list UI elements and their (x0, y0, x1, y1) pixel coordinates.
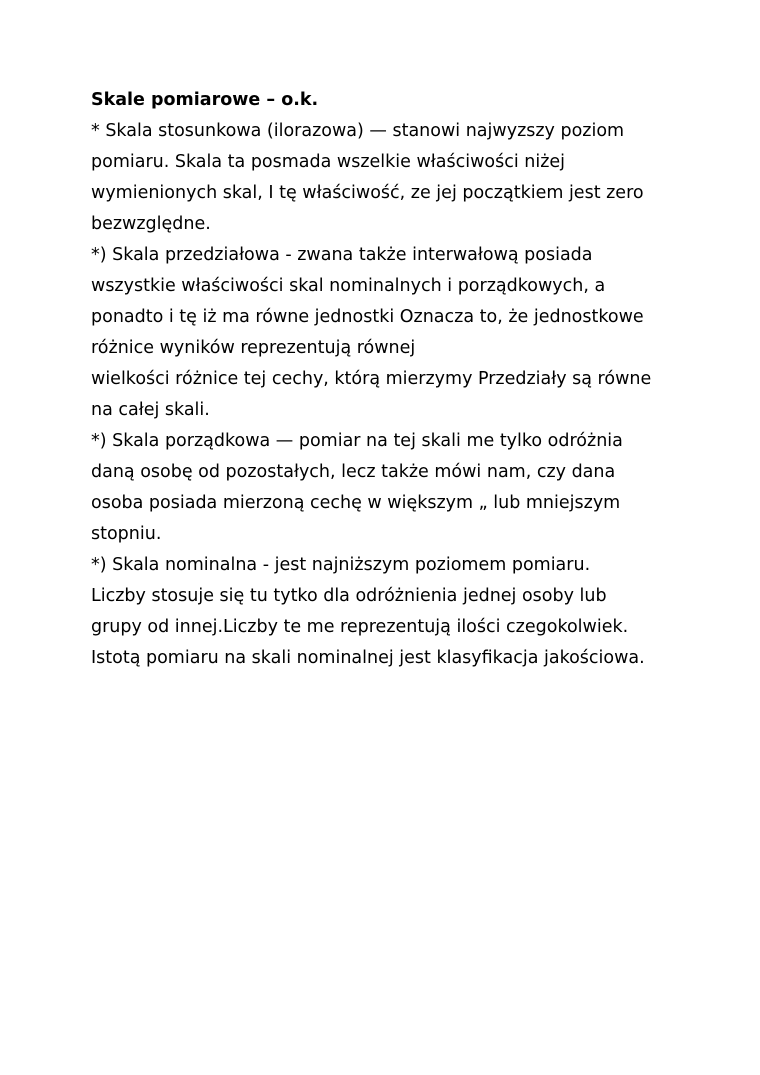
text-line: Istotą pomiaru na skali nominalnej jest klasyfikacja jakościowa. (91, 648, 645, 668)
text-line: bezwzględne. (91, 214, 211, 234)
text-line: różnice wyników reprezentują równej (91, 338, 416, 358)
text-line: ponadto i tę iż ma równe jednostki Oznacza to, że jednostkowe (91, 307, 644, 327)
text-line: pomiaru. Skala ta posmada wszelkie właściwości niżej (91, 152, 566, 172)
text-line: grupy od innej.Liczby te me reprezentują ilości czegokolwiek. (91, 617, 629, 637)
text-line: stopniu. (91, 524, 162, 544)
text-line: na całej skali. (91, 400, 210, 420)
text-line: daną osobę od pozostałych, lecz także mówi nam, czy dana (91, 462, 616, 482)
text-line: wszystkie właściwości skal nominalnych i porządkowych, a (91, 276, 606, 296)
document-title: Skale pomiarowe – o.k. (91, 90, 319, 110)
text-line: osoba posiada mierzoną cechę w większym „ lub mniejszym (91, 493, 621, 513)
document-body (91, 85, 691, 674)
text-line: *) Skala porządkowa — pomiar na tej skali me tylko odróżnia (91, 431, 623, 451)
text-line: *) Skala przedziałowa - zwana także interwałową posiada (91, 245, 593, 265)
text-line: * Skala stosunkowa (ilorazowa) — stanowi najwyzszy poziom (91, 121, 625, 141)
text-line: wielkości różnice tej cechy, którą mierzymy Przedziały są równe (91, 369, 652, 389)
text-line: Liczby stosuje się tu tytko dla odróżnienia jednej osoby lub (91, 586, 607, 606)
text-line: wymienionych skal, I tę właściwość, ze jej początkiem jest zero (91, 183, 644, 203)
text-line: *) Skala nominalna - jest najniższym poziomem pomiaru. (91, 555, 591, 575)
